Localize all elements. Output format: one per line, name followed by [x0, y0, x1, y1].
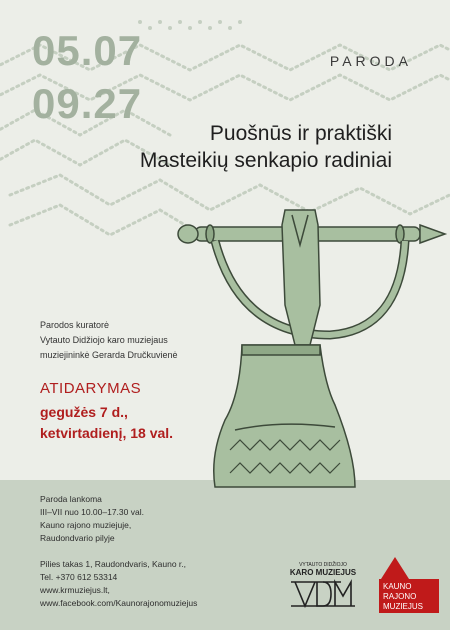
- krm-logo-line-2: RAJONO: [383, 592, 417, 601]
- contact-phone: Tel. +370 612 53314: [40, 572, 118, 582]
- contact-facebook[interactable]: www.facebook.com/Kaunorajonomuziejus: [40, 598, 198, 608]
- exhibition-title: [140, 120, 392, 174]
- visit-line-2: III–VII nuo 10.00–17.30 val.: [40, 507, 144, 517]
- vdkm-logo-name: KARO MUZIEJUS: [289, 568, 357, 577]
- opening-date-line-1: gegužės 7 d.,: [40, 404, 128, 420]
- krm-logo-line-3: MUZIEJUS: [383, 602, 423, 611]
- visit-line-3: Kauno rajono muziejuje,: [40, 520, 132, 530]
- visit-line-4: Raudondvario pilyje: [40, 533, 115, 543]
- curator-line-2: Vytauto Didžiojo karo muziejaus: [40, 335, 168, 345]
- contact-website[interactable]: www.krmuziejus.lt,: [40, 585, 110, 595]
- vdkm-logo-top: VYTAUTO DIDŽIOJO: [299, 562, 347, 568]
- krm-logo: [373, 555, 441, 613]
- vdkm-logo: [283, 560, 363, 612]
- opening-heading: ATIDARYMAS: [40, 380, 142, 397]
- krm-logo-line-1: KAUNO: [383, 582, 412, 591]
- exhibition-label: PARODA: [329, 53, 412, 69]
- date-end: 09.27: [32, 80, 143, 127]
- title-line-2: Masteikių senkapio radiniai: [139, 149, 392, 172]
- date-start: 05.07: [32, 27, 143, 74]
- opening-date-line-2: ketvirtadienį, 18 val.: [40, 425, 174, 441]
- opening-date: [40, 402, 173, 444]
- artifact-illustration: [170, 205, 450, 490]
- curator-info: [40, 318, 178, 363]
- contact-address: Pilies takas 1, Raudondvaris, Kauno r.,: [40, 559, 186, 569]
- curator-line-1: Parodos kuratorė: [40, 320, 110, 330]
- contact-info: [40, 558, 197, 610]
- curator-line-3: muziejininkė Gerarda Dručkuvienė: [40, 350, 178, 360]
- visit-line-1: Paroda lankoma: [40, 494, 102, 504]
- visit-info: [40, 493, 144, 545]
- title-line-1: Puošnūs ir praktiški: [209, 122, 392, 145]
